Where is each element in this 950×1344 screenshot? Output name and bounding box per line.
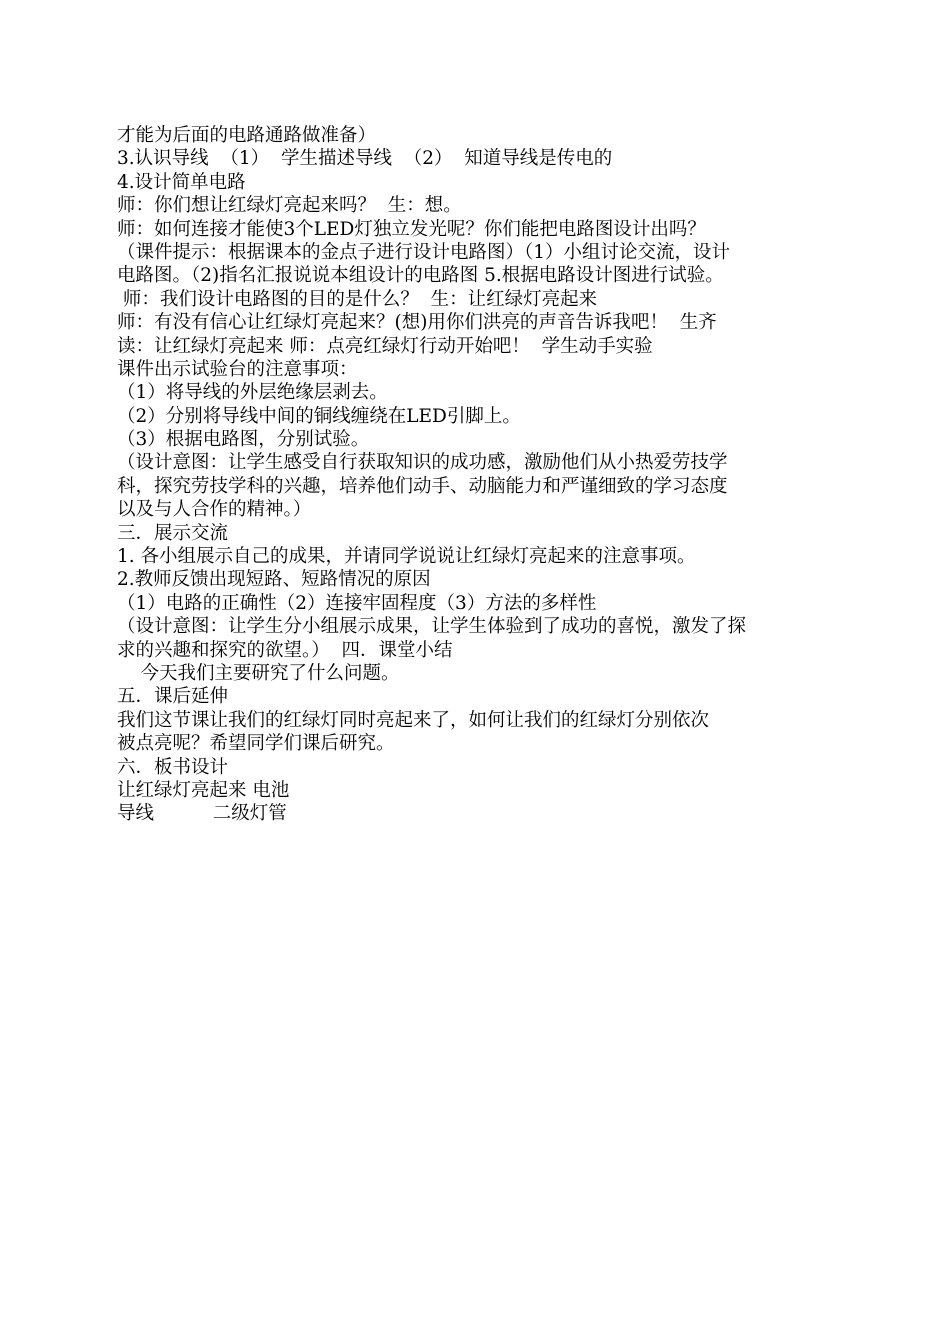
text-line: 2.教师反馈出现短路、短路情况的原因	[117, 569, 431, 591]
section-heading: 三．展示交流	[117, 522, 229, 544]
text-line: 师：你们想让红绿灯亮起来吗？ 生：想。	[117, 195, 462, 217]
board-line: 让红绿灯亮起来 电池	[117, 779, 290, 801]
text-line: 3.认识导线 （1） 学生描述导线 （2） 知道导线是传电的	[117, 148, 613, 170]
text-line: 师：如何连接才能使3个LED灯独立发光呢？你们能把电路图设计出吗？	[117, 218, 706, 240]
document-page	[117, 124, 857, 826]
text-line: （课件提示：根据课本的金点子进行设计电路图）（1）小组讨论交流，设计	[117, 241, 731, 263]
text-line: 我们这节课让我们的红绿灯同时亮起来了，如何让我们的红绿灯分别依次	[117, 709, 710, 731]
section-heading: 五．课后延伸	[117, 686, 229, 708]
text-line: （1）电路的正确性（2）连接牢固程度（3）方法的多样性	[117, 592, 597, 614]
text-line: （设计意图：让学生感受自行获取知识的成功感，激励他们从小热爱劳技学	[117, 452, 728, 474]
board-line: 导线 二级灯管	[117, 803, 287, 825]
text-line: 师：有没有信心让红绿灯亮起来？(想)用你们洪亮的声音告诉我吧！ 生齐	[117, 312, 717, 334]
text-line: 1. 各小组展示自己的成果，并请同学说说让红绿灯亮起来的注意事项。	[117, 546, 696, 568]
text-line: （3）根据电路图，分别试验。	[117, 429, 370, 451]
text-line: （设计意图：让学生分小组展示成果，让学生体验到了成功的喜悦，激发了探	[117, 616, 747, 638]
section-heading: 六．板书设计	[117, 756, 229, 778]
text-line: 才能为后面的电路通路做准备）	[117, 125, 377, 146]
text-line: 电路图。（2)指名汇报说说本组设计的电路图 5.根据电路设计图进行试验。	[117, 265, 724, 287]
text-line: 4.设计简单电路	[117, 171, 246, 193]
text-line: 被点亮呢？希望同学们课后研究。	[117, 733, 395, 755]
text-line: 科，探究劳技学科的兴趣，培养他们动手、动脑能力和严谨细致的学习态度	[117, 475, 728, 497]
text-line: 求的兴趣和探究的欲望。） 四．课堂小结	[117, 639, 453, 661]
text-line: 师：我们设计电路图的目的是什么？ 生：让红绿灯亮起来	[117, 288, 598, 310]
text-line: 以及与人合作的精神。）	[117, 499, 312, 521]
text-line: （1）将导线的外层绝缘层剥去。	[117, 382, 388, 404]
text-line: 今天我们主要研究了什么问题。	[117, 662, 400, 684]
text-line: 课件出示试验台的注意事项：	[117, 358, 358, 380]
text-line: （2）分别将导线中间的铜线缠绕在LED引脚上。	[117, 405, 521, 427]
text-line: 读：让红绿灯亮起来 师：点亮红绿灯行动开始吧！ 学生动手实验	[117, 335, 653, 357]
